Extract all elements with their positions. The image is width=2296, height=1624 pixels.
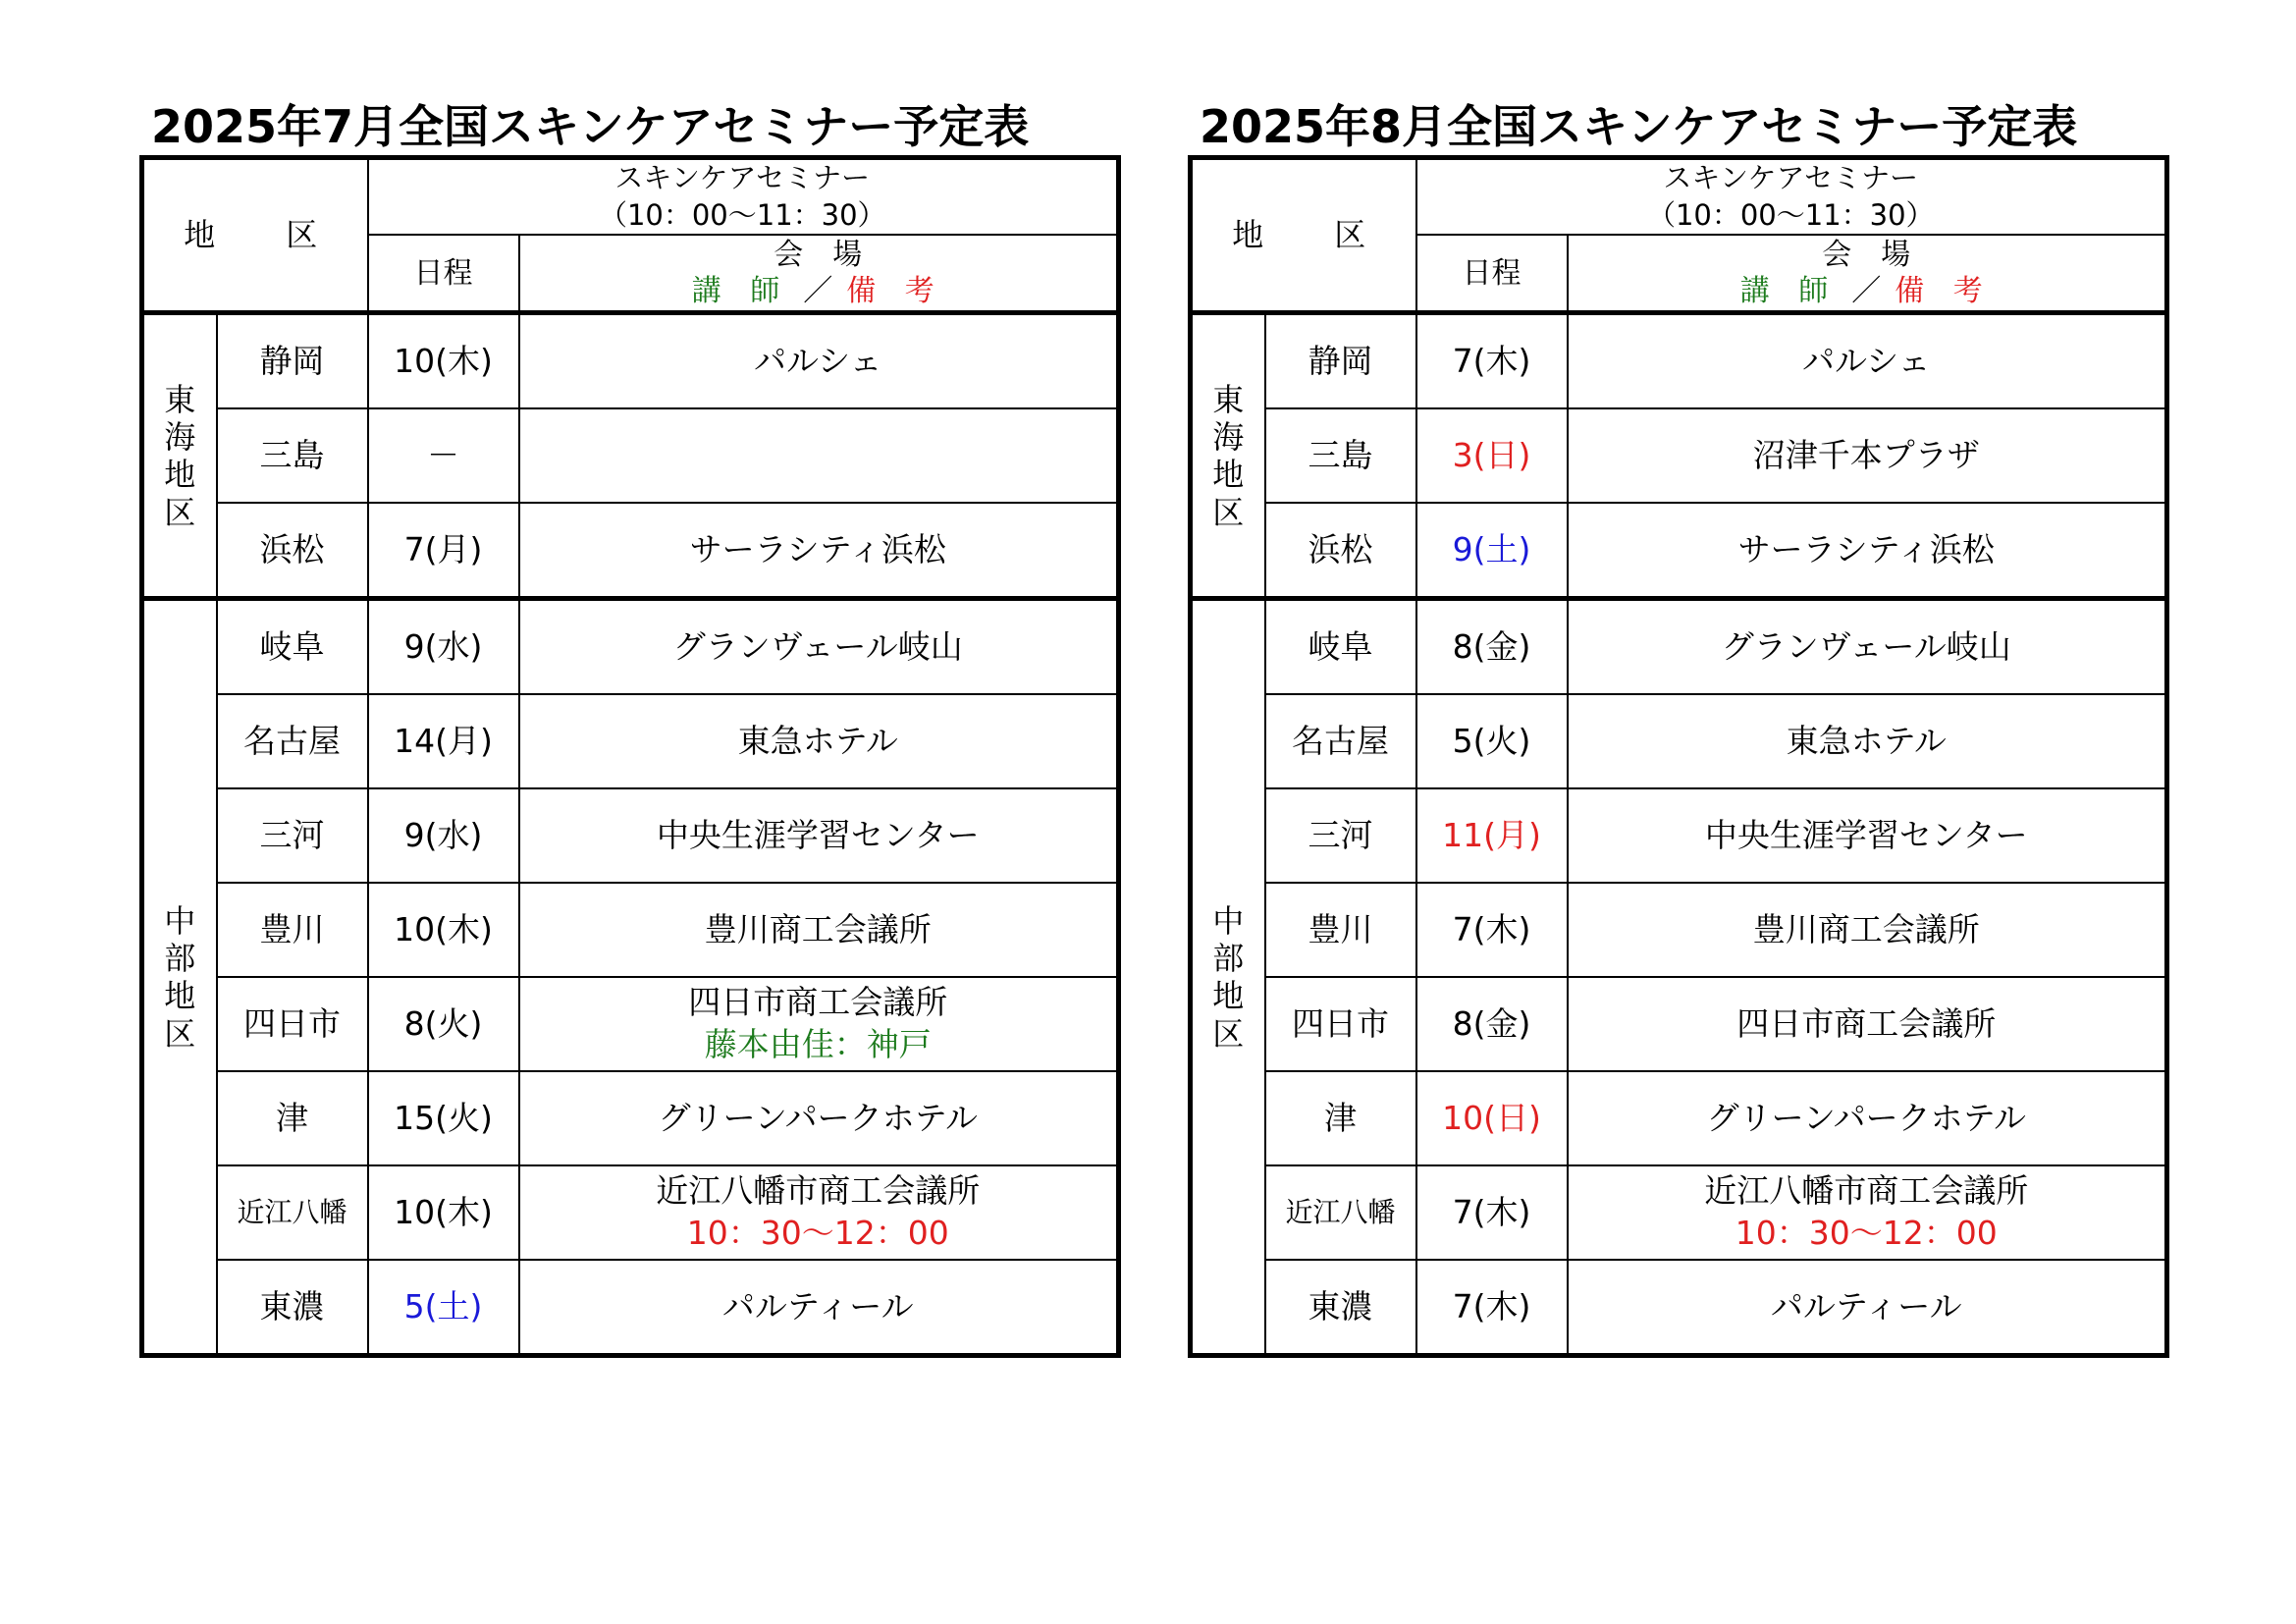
- venue-cell: [1568, 1071, 2167, 1165]
- header-seminar: [1416, 158, 2167, 236]
- area-label: [1191, 599, 1265, 1356]
- city-name: 四日市: [217, 977, 368, 1071]
- table-row: [1191, 408, 2167, 503]
- venue-cell: [519, 1071, 1119, 1165]
- city-name: 三島: [1265, 408, 1416, 503]
- seminar-date: 7(木): [1416, 313, 1568, 409]
- seminar-date: 15(火): [368, 1071, 519, 1165]
- table-row: [1191, 694, 2167, 788]
- venue-name: 中央生涯学習センター: [1704, 815, 2028, 854]
- header-venue-label: 会 場: [1822, 237, 1911, 272]
- schedule-title: 2025年7月全国スキンケアセミナー予定表: [151, 100, 1030, 153]
- venue-name: サーラシティ浜松: [1737, 529, 1995, 568]
- table-row: [142, 1260, 1119, 1356]
- venue-cell: [519, 1260, 1119, 1356]
- venue-cell: [1568, 694, 2167, 788]
- seminar-date: 8(火): [368, 977, 519, 1071]
- schedule-table: [1188, 155, 2169, 1358]
- seminar-date: 7(木): [1416, 1165, 1568, 1260]
- header-venue: [519, 235, 1119, 313]
- seminar-date: 8(金): [1416, 977, 1568, 1071]
- header-seminar-name: スキンケアセミナー: [1663, 161, 1919, 194]
- venue-cell: [519, 788, 1119, 883]
- venue-name: 近江八幡市商工会議所: [1704, 1171, 2029, 1211]
- venue-cell: [1568, 883, 2167, 977]
- city-name: 名古屋: [1265, 694, 1416, 788]
- venue-name: 四日市商工会議所: [1736, 1003, 1997, 1043]
- venue-cell: [1568, 977, 2167, 1071]
- city-name: 津: [1265, 1071, 1416, 1165]
- area-label-char: 区: [164, 493, 196, 531]
- area-label-char: 区: [1212, 493, 1245, 531]
- schedule-july: [139, 98, 1126, 1358]
- header-lecturer: 講 師: [691, 274, 790, 309]
- seminar-date: 9(水): [368, 788, 519, 883]
- table-row: [1191, 1071, 2167, 1165]
- header-venue-label: 会 場: [774, 237, 863, 272]
- seminar-date: 11(月): [1416, 788, 1568, 883]
- header-region: 地 区: [1191, 158, 1416, 313]
- city-name: 静岡: [1265, 313, 1416, 409]
- venue-cell: [1568, 788, 2167, 883]
- table-row: [1191, 313, 2167, 409]
- venue-cell: [519, 313, 1119, 409]
- venue-cell: [1568, 1260, 2167, 1356]
- seminar-date: 5(火): [1416, 694, 1568, 788]
- area-label-char: 地: [1212, 456, 1245, 494]
- header-slash: ／: [803, 274, 833, 309]
- header-notes-line: [520, 273, 1116, 310]
- venue-name: サーラシティ浜松: [689, 529, 946, 568]
- header-region: 地 区: [142, 158, 368, 313]
- table-row: [1191, 977, 2167, 1071]
- table-row: [142, 313, 1119, 409]
- area-label-char: 海: [1212, 417, 1245, 456]
- seminar-date: 10(木): [368, 883, 519, 977]
- seminar-date: 7(木): [1416, 1260, 1568, 1356]
- venue-cell: [1568, 1165, 2167, 1260]
- venue-cell: [1568, 599, 2167, 695]
- area-label-char: 地: [164, 456, 196, 494]
- city-name: 四日市: [1265, 977, 1416, 1071]
- venue-cell: [519, 599, 1119, 695]
- table-row: [142, 1165, 1119, 1260]
- area-label-char: 中: [1212, 901, 1245, 940]
- table-row: [142, 694, 1119, 788]
- schedule-title: 2025年8月全国スキンケアセミナー予定表: [1200, 100, 2078, 153]
- area-label-char: 東: [1212, 380, 1245, 418]
- header-lecturer: 講 師: [1739, 274, 1839, 309]
- venue-name: 近江八幡市商工会議所: [656, 1171, 981, 1211]
- header-date: 日程: [368, 235, 519, 313]
- header-seminar-time: （10：00～11：30）: [1646, 197, 1935, 232]
- venue-cell: [519, 977, 1119, 1071]
- city-name: 名古屋: [217, 694, 368, 788]
- seminar-date: 14(月): [368, 694, 519, 788]
- area-label-char: 地: [1212, 977, 1245, 1015]
- venue-name: 東急ホテル: [737, 721, 898, 760]
- table-row: [142, 599, 1119, 695]
- header-date: 日程: [1416, 235, 1568, 313]
- schedule-table: [139, 155, 1121, 1358]
- area-label-char: 区: [164, 1014, 196, 1053]
- area-label: [142, 313, 217, 599]
- venue-cell: [519, 503, 1119, 599]
- seminar-date: 5(土): [368, 1260, 519, 1356]
- seminar-date: －: [368, 408, 519, 503]
- seminar-date: 9(水): [368, 599, 519, 695]
- venue-name: 中央生涯学習センター: [656, 815, 980, 854]
- seminar-date: 7(月): [368, 503, 519, 599]
- venue-name: 沼津千本プラザ: [1752, 435, 1980, 474]
- seminar-date: 10(木): [368, 313, 519, 409]
- table-row: [1191, 788, 2167, 883]
- city-name: 東濃: [1265, 1260, 1416, 1356]
- table-row: [142, 788, 1119, 883]
- table-row: [1191, 883, 2167, 977]
- city-name: 豊川: [1265, 883, 1416, 977]
- venue-cell: [1568, 408, 2167, 503]
- city-name: 浜松: [1265, 503, 1416, 599]
- venue-name: 四日市商工会議所: [688, 983, 948, 1022]
- area-label-char: 部: [1212, 939, 1245, 977]
- header-remarks: 備 考: [846, 274, 944, 309]
- header-seminar-time: （10：00～11：30）: [598, 197, 886, 232]
- venue-name: グリーンパークホテル: [658, 1098, 978, 1137]
- seminar-date: 8(金): [1416, 599, 1568, 695]
- header-row-1: [142, 158, 1119, 236]
- area-label-char: 地: [164, 977, 196, 1015]
- venue-name: 豊川商工会議所: [1752, 909, 1980, 948]
- venue-name: パルティール: [721, 1286, 914, 1326]
- city-name: 岐阜: [1265, 599, 1416, 695]
- city-name: 静岡: [217, 313, 368, 409]
- venue-note: 10：30～12：00: [686, 1214, 949, 1253]
- seminar-date: 3(日): [1416, 408, 1568, 503]
- table-row: [142, 408, 1119, 503]
- table-row: [1191, 1260, 2167, 1356]
- area-label-char: 区: [1212, 1014, 1245, 1053]
- table-row: [1191, 1165, 2167, 1260]
- header-notes-line: [1569, 273, 2164, 310]
- seminar-date: 7(木): [1416, 883, 1568, 977]
- seminar-date: 9(土): [1416, 503, 1568, 599]
- table-row: [1191, 503, 2167, 599]
- city-name: 近江八幡: [1265, 1165, 1416, 1260]
- header-row-1: [1191, 158, 2167, 236]
- venue-name: グランヴェール岐山: [1721, 626, 2011, 666]
- area-label: [142, 599, 217, 1356]
- venue-cell: [519, 694, 1119, 788]
- venue-note: 藤本由佳：神戸: [704, 1025, 932, 1064]
- venue-cell: [1568, 313, 2167, 409]
- venue-cell: [1568, 503, 2167, 599]
- venue-cell: [519, 1165, 1119, 1260]
- city-name: 津: [217, 1071, 368, 1165]
- venue-name: グリーンパークホテル: [1706, 1098, 2026, 1137]
- city-name: 三島: [217, 408, 368, 503]
- city-name: 三河: [1265, 788, 1416, 883]
- venue-cell: [519, 883, 1119, 977]
- venue-name: パルシェ: [1802, 341, 1931, 380]
- venue-name: パルティール: [1770, 1286, 1962, 1326]
- city-name: 豊川: [217, 883, 368, 977]
- header-remarks: 備 考: [1895, 274, 1993, 309]
- table-row: [142, 503, 1119, 599]
- city-name: 浜松: [217, 503, 368, 599]
- city-name: 三河: [217, 788, 368, 883]
- city-name: 近江八幡: [217, 1165, 368, 1260]
- venue-name: 東急ホテル: [1786, 721, 1947, 760]
- table-row: [1191, 599, 2167, 695]
- area-label-char: 中: [164, 901, 196, 940]
- table-row: [142, 1071, 1119, 1165]
- schedule-august: [1188, 98, 2174, 1358]
- seminar-date: 10(木): [368, 1165, 519, 1260]
- venue-name: パルシェ: [754, 341, 882, 380]
- area-label-char: 部: [164, 939, 196, 977]
- area-label-char: 東: [164, 380, 196, 418]
- header-slash: ／: [1851, 274, 1882, 309]
- seminar-date: 10(日): [1416, 1071, 1568, 1165]
- venue-cell: [519, 408, 1119, 503]
- city-name: 東濃: [217, 1260, 368, 1356]
- city-name: 岐阜: [217, 599, 368, 695]
- table-row: [142, 977, 1119, 1071]
- venue-name: グランヴェール岐山: [672, 626, 963, 666]
- venue-name: 豊川商工会議所: [704, 909, 932, 948]
- header-venue: [1568, 235, 2167, 313]
- header-seminar-name: スキンケアセミナー: [614, 161, 871, 194]
- header-seminar: [368, 158, 1119, 236]
- area-label-char: 海: [164, 417, 196, 456]
- venue-note: 10：30～12：00: [1735, 1214, 1998, 1253]
- table-row: [142, 883, 1119, 977]
- area-label: [1191, 313, 1265, 599]
